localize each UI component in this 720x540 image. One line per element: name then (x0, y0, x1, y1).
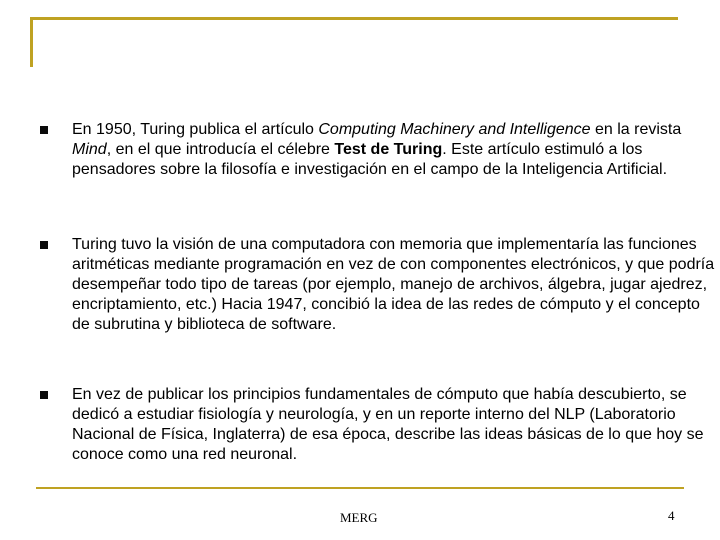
bullet-1-text: En 1950, Turing publica el artículo Computing Machinery and Intelligence en la revista Mind, en el que introducía el célebre Test de Turing. Este artículo estimuló a los pensadores sobre la filosofía e investigación en el campo de la Inteligencia Artificial. (72, 121, 682, 178)
square-bullet-icon (40, 241, 48, 249)
top-accent-bar (30, 17, 678, 20)
bottom-accent-bar (36, 487, 684, 489)
journal-name: Mind (72, 141, 107, 158)
bullet-item-1 (40, 120, 720, 180)
square-bullet-icon (40, 126, 48, 134)
bullet-3-text: En vez de publicar los principios fundamentales de cómputo que había descubierto, se dedicó a estudiar fisiología y neurología, y en un reporte interno del NLP (Laboratorio Nacional de Física, Inglaterra) de esa época, describe las ideas básicas de lo que hoy se conoce como una red neuronal. (72, 386, 704, 463)
paper-title: Computing Machinery and Intelligence (318, 121, 591, 138)
square-bullet-icon (40, 391, 48, 399)
left-accent-bar (30, 17, 33, 67)
page-number: 4 (668, 508, 675, 523)
bullet-2-text: Turing tuvo la visión de una computadora con memoria que implementaría las funciones aritméticas mediante programación en vez de con componentes electrónicos, y que podría desempeñar todo tipo de tareas (por ejemplo, manejo de archivos, álgebra, jugar ajedrez, encriptamiento, etc.) Hacia 1947, concibió la idea de las redes de cómputo y el concepto de subrutina y biblioteca de software. (72, 236, 715, 333)
footer-label: MERG (340, 510, 378, 525)
bullet-item-3 (40, 385, 720, 465)
bullet-item-2 (40, 235, 720, 335)
test-de-turing: Test de Turing (334, 141, 443, 158)
